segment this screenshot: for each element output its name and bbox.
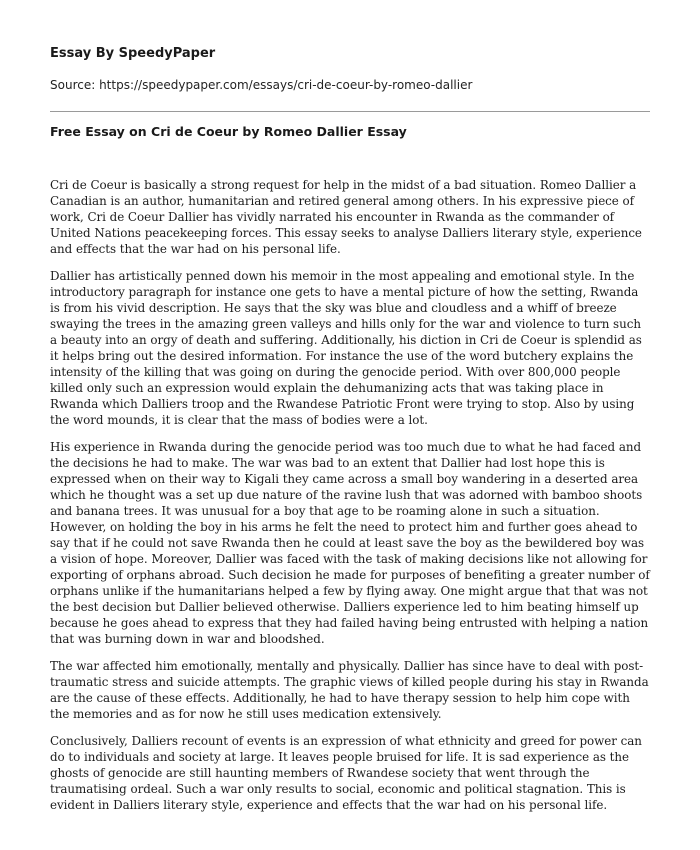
paragraph-4: The war affected him emotionally, mentally and physically. Dallier has since have to deal with post-traumatic stress and suicide attempts. The graphic views of killed people during his stay in Rwanda are the cause of these effects. Additionally, he had to have therapy session to help him cope with the memories and as for now he still uses medication extensively. [50,659,649,721]
source-line: Source: https://speedypaper.com/essays/cri-de-coeur-by-romeo-dallier [50,78,473,92]
paragraph-2: Dallier has artistically penned down his memoir in the most appealing and emotional style. In the introductory paragraph for instance one gets to have a mental picture of how the setting, Rwanda is from his vivid description. He says that the sky was blue and cloudless and a whiff of breeze swaying the trees in the amazing green valleys and hills only for the war and violence to turn such a beauty into an orgy of death and suffering. Additionally, his diction in Cri de Coeur is splendid as it helps bring out the desired information. For instance the use of the word butchery explains the intensity of the killing that was going on during the genocide period. With over 800,000 people killed only such an expression would explain the dehumanizing acts that was taking place in Rwanda which Dalliers troop and the Rwandese Patriotic Front were trying to stop. Also by using the word mounds, it is clear that the mass of bodies were a lot. [50,269,642,427]
essay-body [50,177,650,813]
essay-title: Free Essay on Cri de Coeur by Romeo Dallier Essay [50,124,407,139]
divider [50,111,650,112]
paragraph-5: Conclusively, Dalliers recount of events is an expression of what ethnicity and greed for power can do to individuals and society at large. It leaves people bruised for life. It is sad experience as the ghosts of genocide are still haunting members of Rwandese society that went through the traumatising ordeal. Such a war only results to social, economic and political stagnation. This is evident in Dalliers literary style, experience and effects that the war had on his personal life. [50,734,642,812]
brand-heading: Essay By SpeedyPaper [50,46,216,61]
paragraph-1: Cri de Coeur is basically a strong request for help in the midst of a bad situation. Romeo Dallier a Canadian is an author, humanitarian and retired general among others. In his expressive piece of work, Cri de Coeur Dallier has vividly narrated his encounter in Rwanda as the commander of United Nations peacekeeping forces. This essay seeks to analyse Dalliers literary style, experience and effects that the war had on his personal life. [50,178,642,256]
paragraph-3: His experience in Rwanda during the genocide period was too much due to what he had faced and the decisions he had to make. The war was bad to an extent that Dallier had lost hope this is expressed when on their way to Kigali they came across a small boy wandering in a deserted area which he thought was a set up due nature of the ravine lush that was adorned with bamboo shoots and banana trees. It was unusual for a boy that age to be roaming alone in such a situation. However, on holding the boy in his arms he felt the need to protect him and further goes ahead to say that if he could not save Rwanda then he could at least save the boy as the bewildered boy was a vision of hope. Moreover, Dallier was faced with the task of making decisions like not allowing for exporting of orphans abroad. Such decision he made for purposes of benefiting a greater number of orphans unlike if the humanitarians helped a few by flying away. One might argue that that was not the best decision but Dallier believed otherwise. Dalliers experience led to him beating himself up because he goes ahead to express that they had failed having being entrusted with helping a nation that was burning down in war and bloodshed. [50,440,650,646]
